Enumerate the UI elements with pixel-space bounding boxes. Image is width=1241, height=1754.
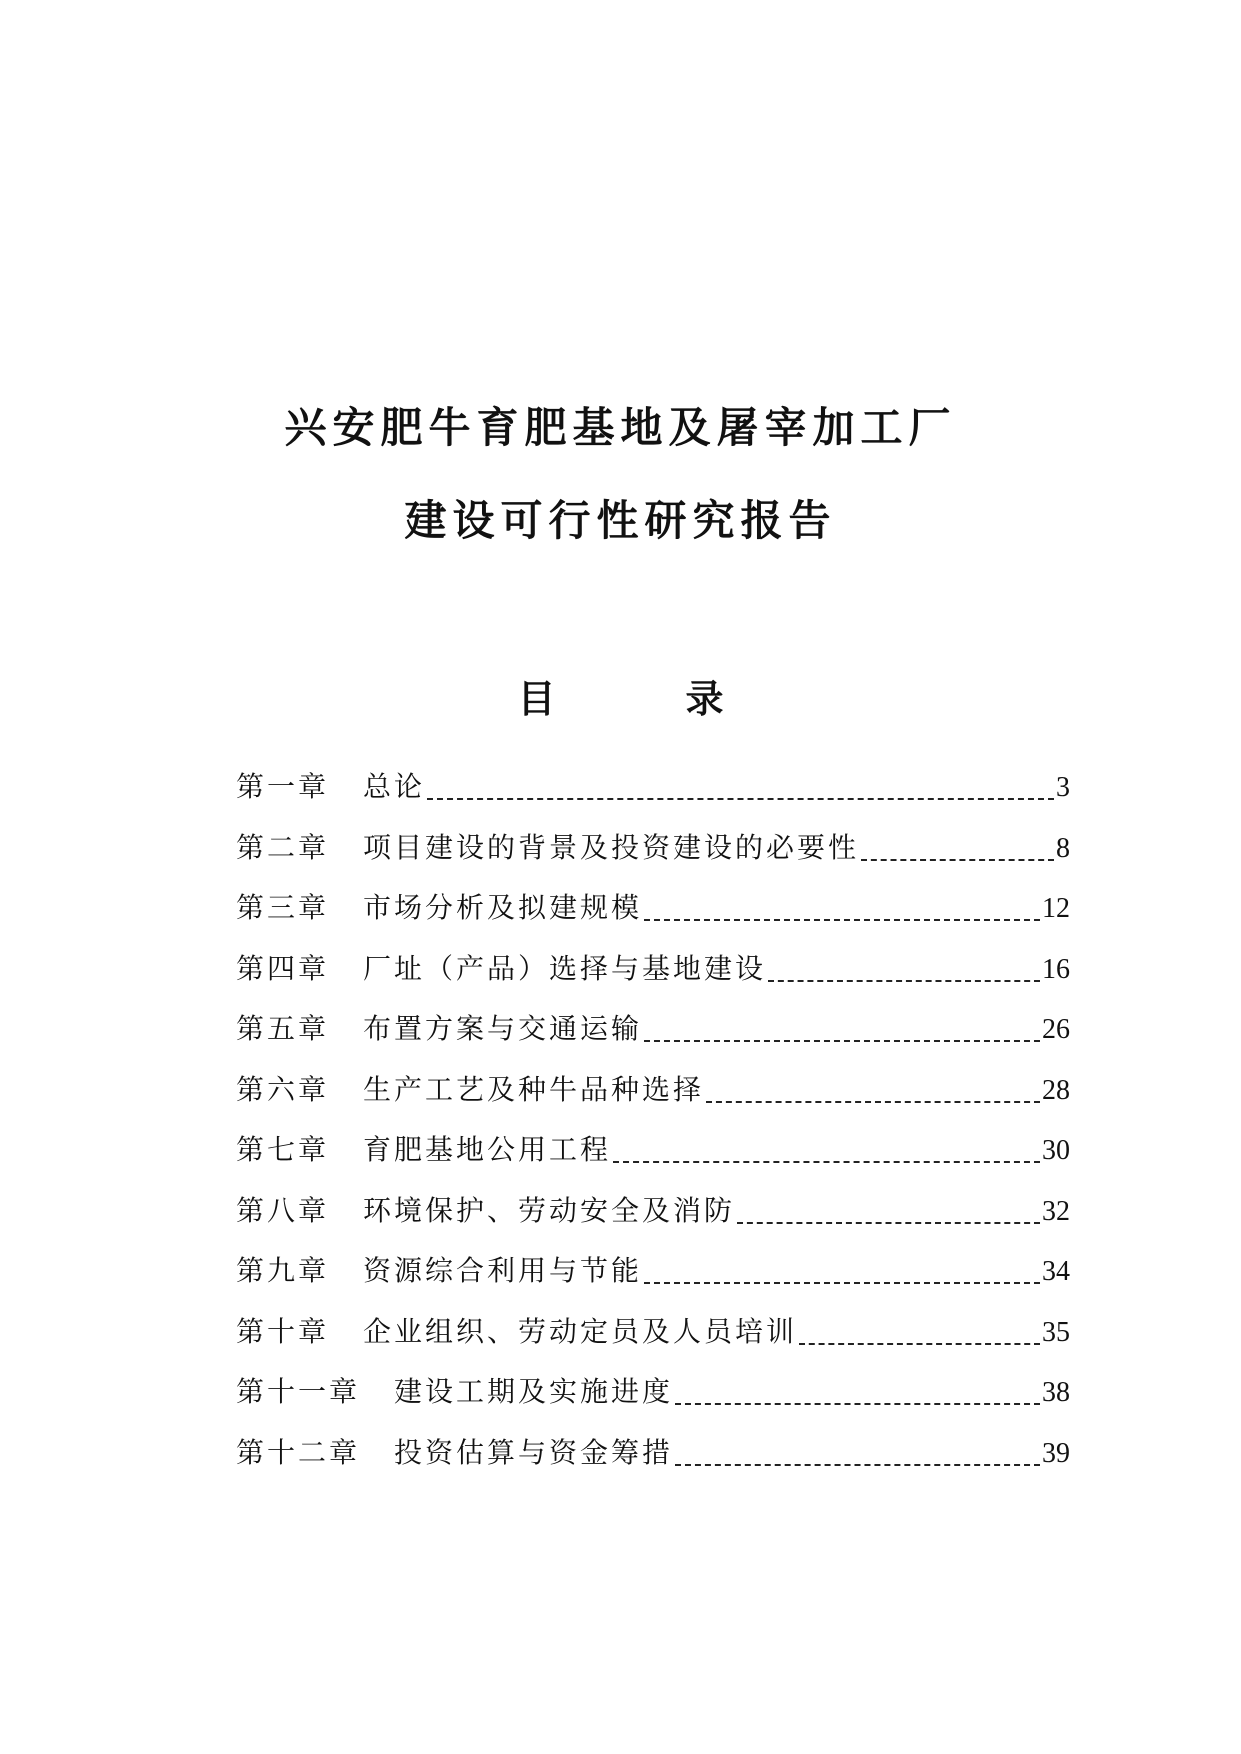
toc-entry[interactable] [236,1068,1070,1129]
toc-page-number: 39 [1042,1437,1070,1469]
toc-chapter-number: 第三章 [236,891,330,924]
toc-entry[interactable] [236,886,1070,947]
toc-entry[interactable] [236,826,1070,887]
toc-entry[interactable] [236,1249,1070,1310]
toc-leader-line [613,1161,1040,1163]
toc-page-number: 34 [1042,1256,1070,1287]
toc-chapter-number: 第十一章 [236,1375,361,1408]
toc-chapter-number: 第九章 [236,1254,330,1287]
toc-chapter-title: 环境保护、劳动安全及消防 [363,1193,736,1227]
toc-leader-line [768,980,1040,982]
toc-chapter-number: 第四章 [236,951,330,985]
toc-chapter-number: 第七章 [236,1133,330,1166]
toc-leader-line [861,859,1054,861]
toc-chapter-number: 第十章 [236,1314,330,1348]
toc-chapter-title: 布置方案与交通运输 [363,1012,643,1045]
toc-leader-line [427,798,1054,800]
toc-heading [0,668,1241,723]
toc-chapter-title: 企业组织、劳动定员及人员培训 [363,1314,798,1348]
toc-chapter-title: 育肥基地公用工程 [363,1133,612,1166]
toc-entry[interactable] [236,765,1070,826]
toc-chapter-number: 第六章 [236,1072,330,1106]
toc-leader-line [706,1101,1040,1103]
toc-leader-line [799,1343,1040,1345]
toc-heading-left: 目 [517,677,556,721]
toc-leader-line [737,1222,1040,1224]
toc-leader-line [644,919,1040,921]
toc-chapter-title: 资源综合利用与节能 [363,1254,643,1287]
toc-page-number: 16 [1042,953,1070,985]
toc-chapter-title: 项目建设的背景及投资建设的必要性 [363,830,860,864]
toc-chapter-number: 第八章 [236,1193,330,1227]
report-title-line-2: 建设可行性研究报告 [404,496,837,545]
toc-page-number: 30 [1042,1135,1070,1166]
toc-leader-line [675,1403,1040,1405]
table-of-contents [236,765,1070,1491]
toc-entry[interactable] [236,1370,1070,1431]
toc-chapter-number: 第二章 [236,830,330,864]
toc-entry[interactable] [236,1007,1070,1068]
toc-page-number: 32 [1042,1195,1070,1227]
toc-chapter-number: 第一章 [236,770,330,803]
toc-page-number: 38 [1042,1377,1070,1408]
toc-chapter-title: 投资估算与资金筹措 [394,1435,674,1469]
toc-chapter-title: 建设工期及实施进度 [394,1375,674,1408]
toc-entry[interactable] [236,1310,1070,1371]
toc-leader-line [644,1282,1040,1284]
toc-page-number: 35 [1042,1316,1070,1348]
toc-leader-line [675,1464,1040,1466]
toc-leader-line [644,1040,1040,1042]
toc-page-number: 3 [1056,772,1070,803]
toc-page-number: 8 [1056,832,1070,864]
toc-entry[interactable] [236,947,1070,1008]
toc-chapter-title: 总论 [363,770,426,803]
toc-page-number: 28 [1042,1074,1070,1106]
toc-chapter-title: 生产工艺及种牛品种选择 [363,1072,705,1106]
toc-page-number: 12 [1042,893,1070,924]
toc-chapter-number: 第十二章 [236,1435,361,1469]
toc-heading-right: 录 [685,677,724,721]
toc-chapter-title: 厂址（产品）选择与基地建设 [363,951,767,985]
report-title-line-1: 兴安肥牛育肥基地及屠宰加工厂 [284,403,957,452]
toc-chapter-number: 第五章 [236,1012,330,1045]
toc-entry[interactable] [236,1128,1070,1189]
toc-chapter-title: 市场分析及拟建规模 [363,891,643,924]
toc-page-number: 26 [1042,1014,1070,1045]
toc-entry[interactable] [236,1431,1070,1492]
toc-entry[interactable] [236,1189,1070,1250]
